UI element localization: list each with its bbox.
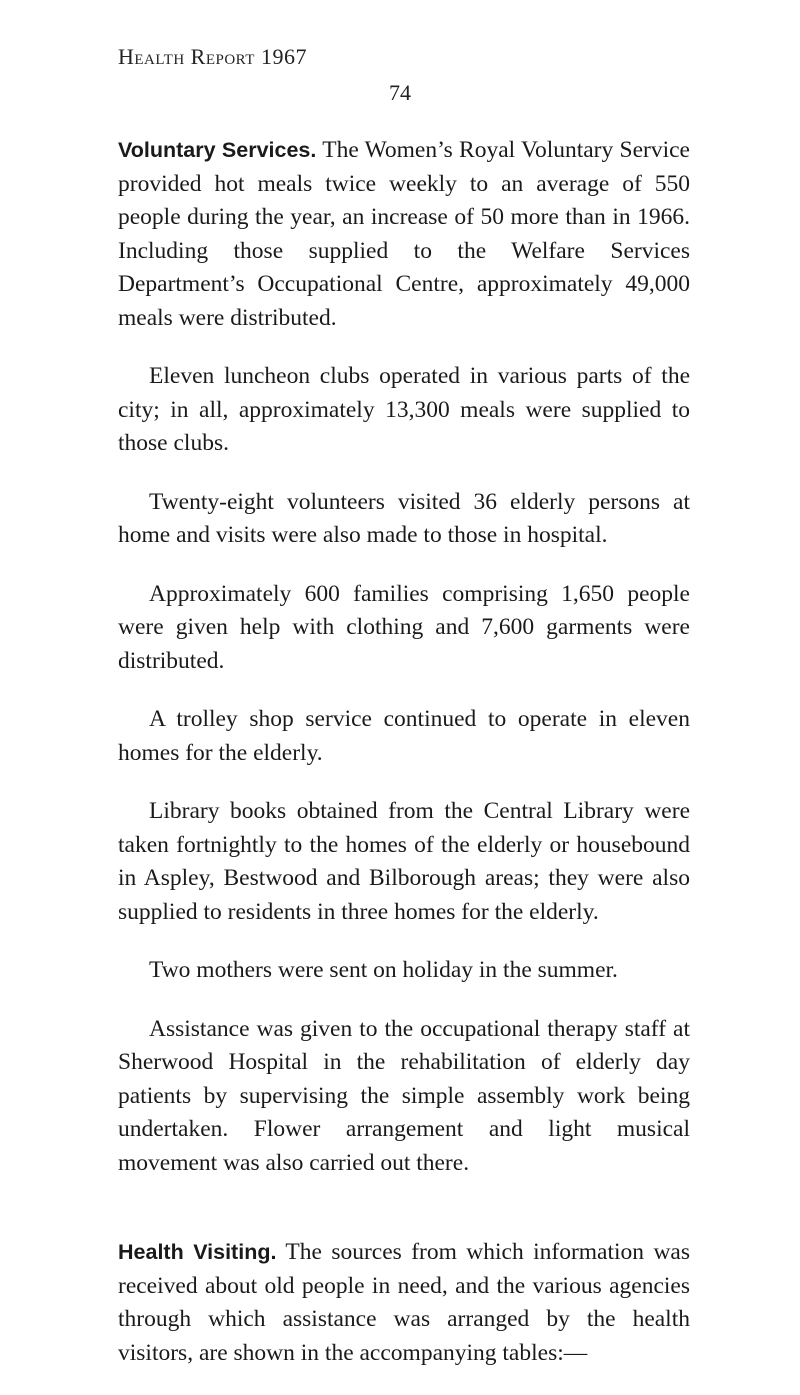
body-text: [118, 134, 690, 1395]
paragraph: Library books obtained from the Central Library were taken fortnightly to the homes of the elderly or housebound in Aspley, Bestwood and Bilborough areas; they were also supplied to residents in three homes for the elderly.: [118, 798, 690, 925]
paragraph: Twenty-eight volunteers visited 36 elderly persons at home and visits were also made to those in hospital.: [118, 488, 690, 548]
section-heading-health-visiting: Health Visiting.: [118, 1240, 277, 1264]
paragraph: Two mothers were sent on holiday in the summer.: [149, 957, 618, 983]
paragraph-text: The Women’s Royal Voluntary Service provided hot meals twice weekly to an average of 550 people during the year, an increase of 50 more than in 1966. Including those supplied to the Welfare Services Department’s Occupational Centre, approximately 49,000 meals were distributed.: [118, 137, 690, 331]
section-heading-voluntary-services: Voluntary Services.: [118, 138, 317, 162]
paragraph: A trolley shop service continued to operate in eleven homes for the elderly.: [118, 706, 690, 766]
paragraph-text: The sources from which information was received about old people in need, and the various agencies through which assistance was arranged by the health visitors, are shown in the accompanying tables:—: [118, 1239, 690, 1366]
page-number: 74: [389, 80, 411, 105]
paragraph-voluntary-services: [118, 134, 690, 335]
paragraph: Assistance was given to the occupational therapy staff at Sherwood Hospital in the rehabilitation of elderly day patients by supervising the simple assembly work being undertaken. Flower arrangement and light musical movement was also carried out there.: [118, 1015, 690, 1176]
paragraph: Eleven luncheon clubs operated in various parts of the city; in all, approximately 13,300 meals were supplied to those clubs.: [118, 363, 690, 456]
paragraph: Approximately 600 families comprising 1,650 people were given help with clothing and 7,600 garments were distributed.: [118, 580, 690, 674]
paragraph-health-visiting: [118, 1236, 690, 1370]
running-header: Health Report 1967: [118, 44, 307, 69]
